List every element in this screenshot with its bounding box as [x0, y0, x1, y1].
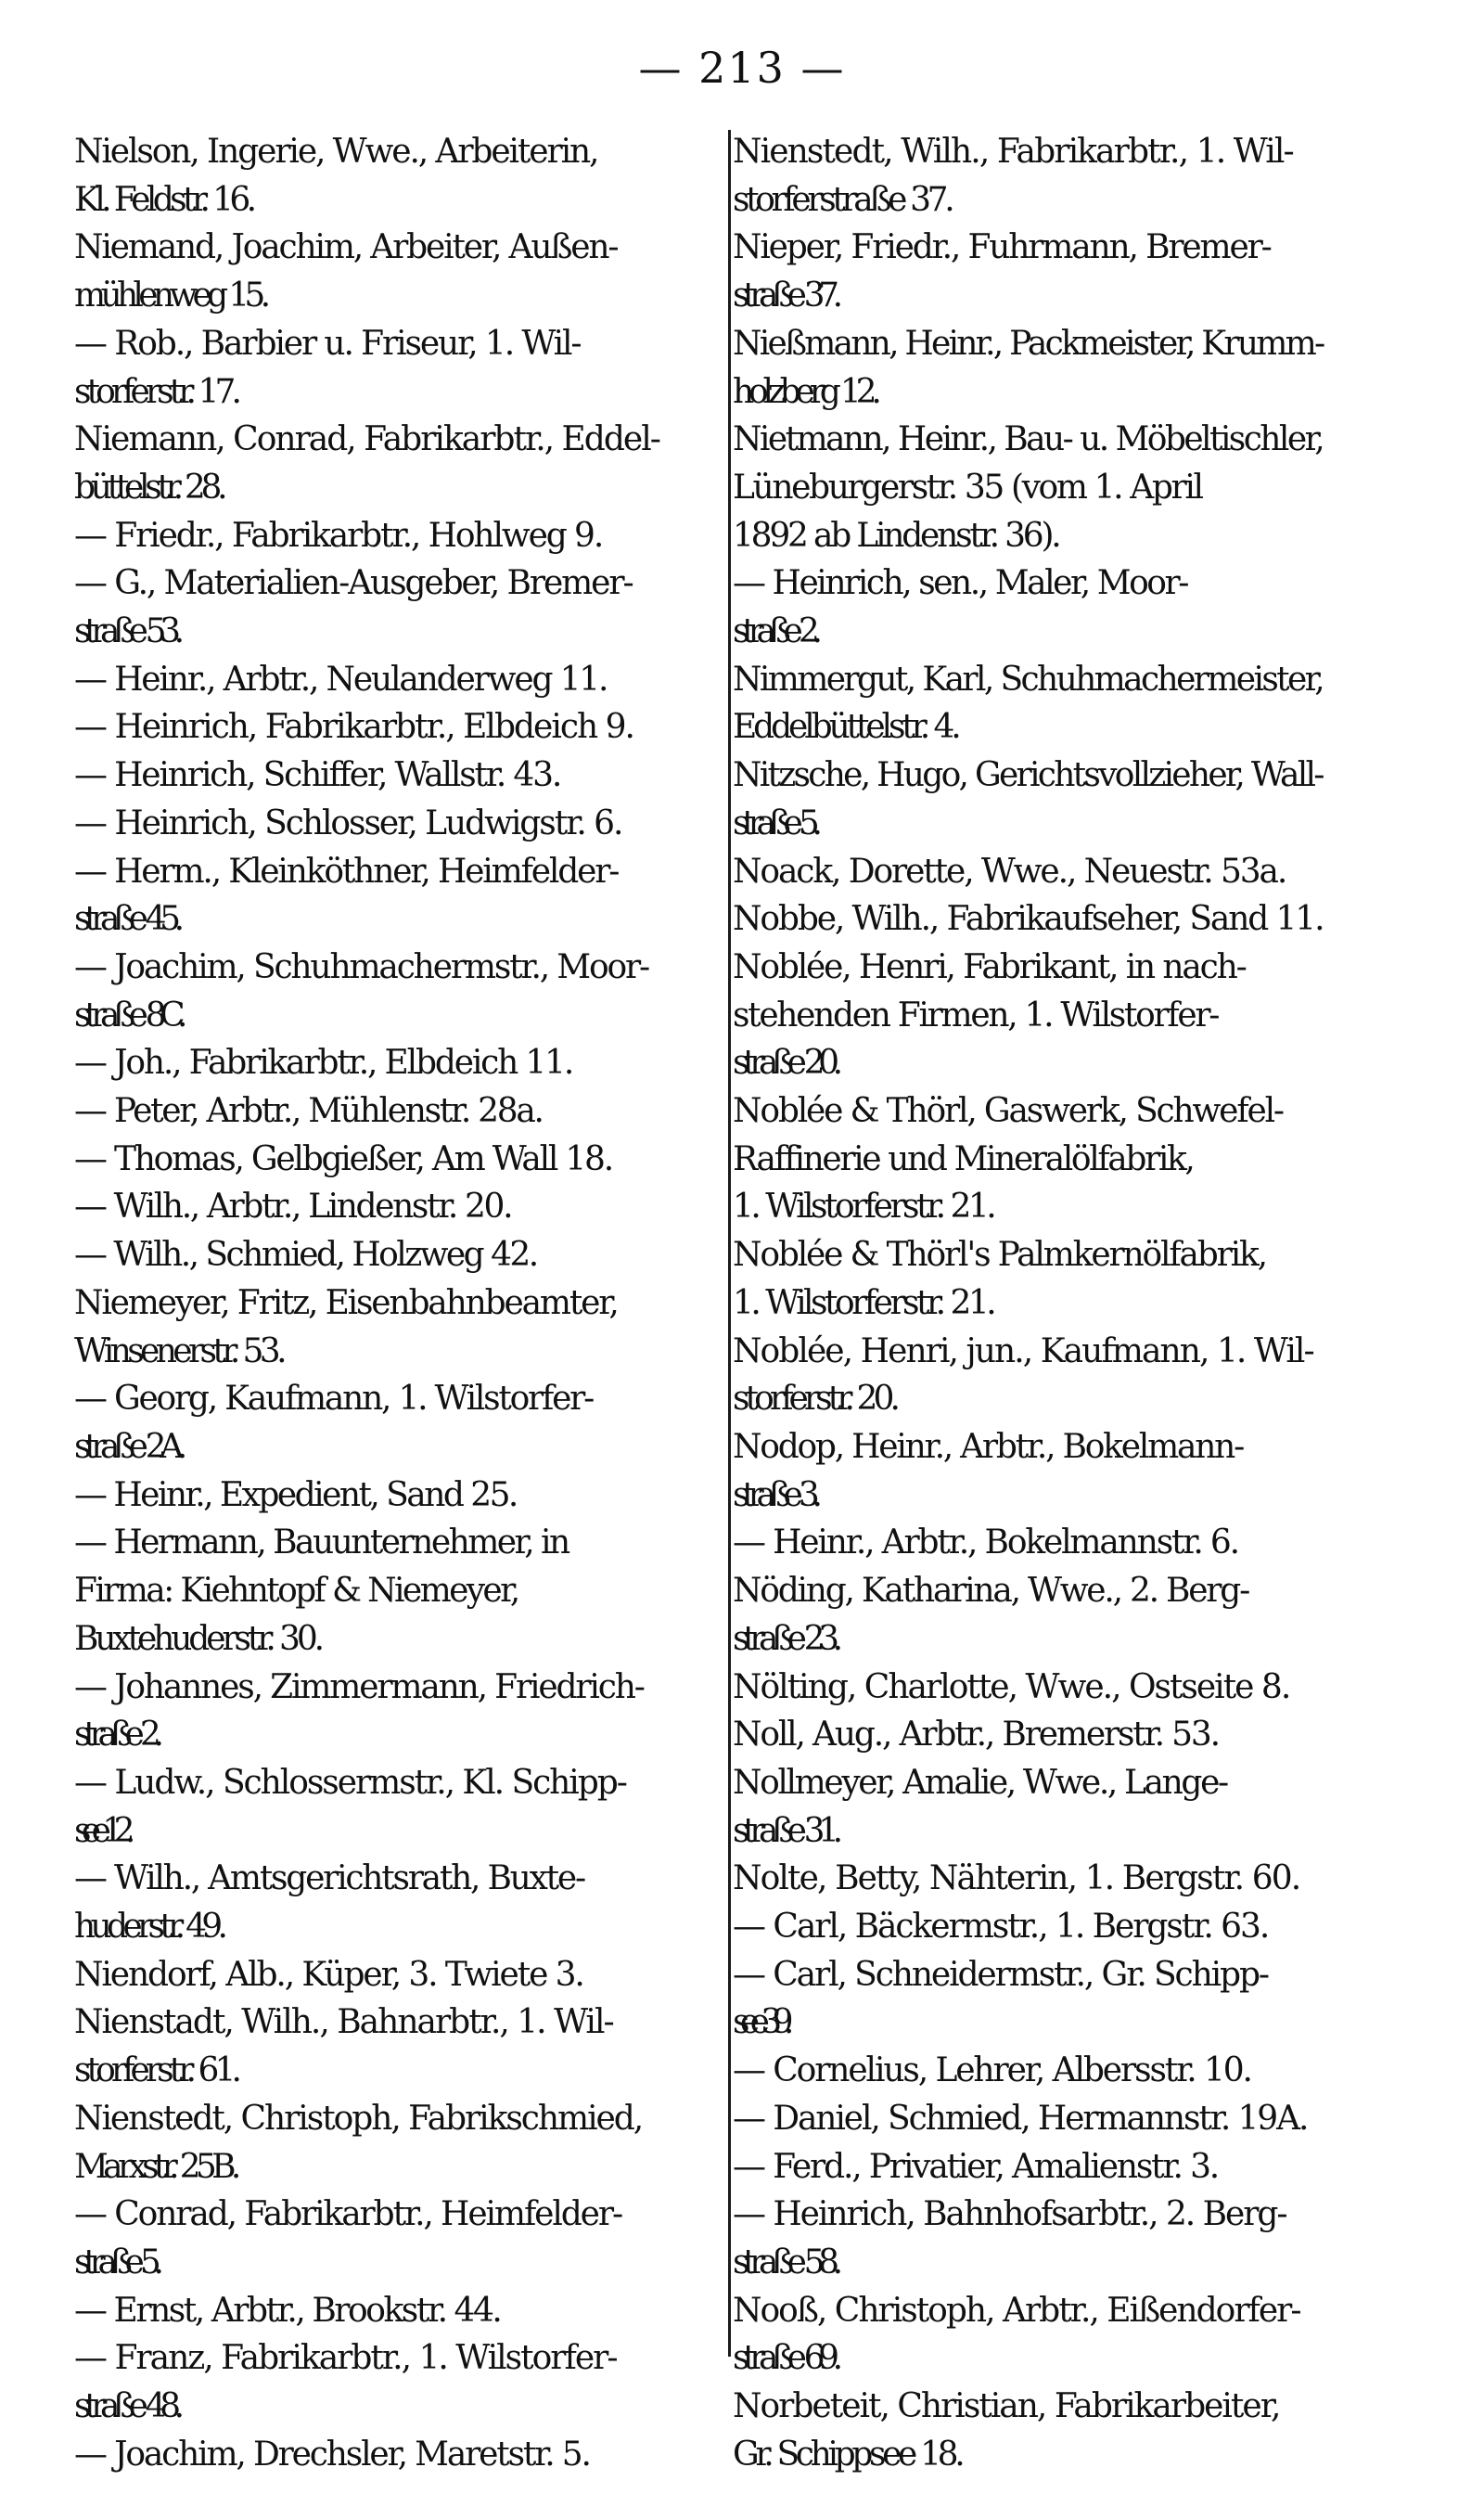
entry-line: straße 37.: [733, 276, 837, 315]
directory-entry: [733, 2287, 1391, 2383]
entry-line: Nieper, Friedr., Fuhrmann, Bremer-: [733, 228, 1271, 267]
entry-line: Nooß, Christoph, Arbtr., Eißendorfer-: [733, 2291, 1300, 2330]
entry-line: holzberg 12.: [733, 372, 876, 411]
entry-line: straße 20.: [733, 1044, 837, 1083]
entry-line: Lüneburgerstr. 35 (vom 1. April: [733, 468, 1202, 507]
entry-line: Marxstr. 25B.: [74, 2147, 237, 2186]
directory-entry: [74, 656, 742, 704]
entry-line: Nienstadt, Wilh., Bahnarbtr., 1. Wil-: [74, 2003, 613, 2042]
directory-entry: [74, 1136, 742, 1184]
entry-line: see 39.: [733, 2003, 785, 2042]
entry-line: Noblée, Henri, Fabrikant, in nach-: [733, 947, 1246, 986]
entry-line: Nöding, Katharina, Wwe., 2. Berg-: [733, 1572, 1249, 1611]
entry-line: — G., Materialien-Ausgeber, Bremer-: [74, 564, 633, 603]
entry-line: — Carl, Schneidermstr., Gr. Schipp-: [733, 1955, 1268, 1994]
directory-entry: [733, 559, 1391, 655]
entry-line: 1. Wilstorferstr. 21.: [733, 1188, 994, 1227]
directory-entry: [733, 656, 1391, 752]
directory-entry: [733, 128, 1391, 224]
directory-entry: [74, 1951, 742, 1999]
entry-line: — Rob., Barbier u. Friseur, 1. Wil-: [74, 324, 581, 363]
entry-line: straße 5.: [74, 2243, 157, 2281]
entry-line: Nitzsche, Hugo, Gerichtsvollzieher, Wall-: [733, 756, 1323, 795]
entry-line: Niemann, Conrad, Fabrikarbtr., Eddel-: [74, 420, 659, 459]
entry-line: straße 58.: [733, 2243, 837, 2281]
entry-line: — Daniel, Schmied, Hermannstr. 19A.: [733, 2099, 1308, 2138]
left-column: [74, 128, 742, 2478]
entry-line: straße 8C.: [74, 996, 182, 1035]
entry-line: — Franz, Fabrikarbtr., 1. Wilstorfer-: [74, 2339, 617, 2378]
directory-entry: [733, 848, 1391, 896]
entry-line: Noblée & Thörl's Palmkernölfabrik,: [733, 1236, 1266, 1275]
entry-line: — Conrad, Fabrikarbtr., Heimfelder-: [74, 2195, 622, 2234]
entry-line: mühlenweg 15.: [74, 276, 266, 315]
directory-entry: [74, 1039, 742, 1087]
entry-line: Nietmann, Heinr., Bau- u. Möbeltischler,: [733, 420, 1324, 459]
directory-entry: [74, 1087, 742, 1136]
directory-entry: [733, 1855, 1391, 1903]
directory-entry: [733, 416, 1391, 559]
directory-entry: [74, 752, 742, 800]
entry-line: Nienstedt, Christoph, Fabrikschmied,: [74, 2099, 643, 2138]
entry-line: Niemand, Joachim, Arbeiter, Außen-: [74, 228, 618, 267]
entry-line: — Ferd., Privatier, Amalienstr. 3.: [733, 2147, 1219, 2186]
entry-line: — Heinrich, sen., Maler, Moor-: [733, 564, 1187, 603]
entry-line: Nölting, Charlotte, Wwe., Ostseite 8.: [733, 1667, 1290, 1706]
directory-entry: [733, 1519, 1391, 1567]
entry-line: see 12.: [74, 1811, 126, 1850]
entry-line: Nobbe, Wilh., Fabrikaufseher, Sand 11.: [733, 900, 1324, 939]
entry-line: storferstraße 37.: [733, 180, 952, 219]
entry-line: straße 3.: [733, 1475, 815, 1514]
entry-line: Nollmeyer, Amalie, Wwe., Lange-: [733, 1763, 1227, 1802]
entry-line: — Johannes, Zimmermann, Friedrich-: [74, 1667, 644, 1706]
entry-line: Norbeteit, Christian, Fabrikarbeiter,: [733, 2387, 1280, 2426]
entry-line: straße 23.: [733, 1619, 837, 1658]
entry-line: — Heinrich, Schlosser, Ludwigstr. 6.: [74, 803, 622, 842]
entry-line: — Georg, Kaufmann, 1. Wilstorfer-: [74, 1380, 594, 1419]
entry-line: Nießmann, Heinr., Packmeister, Krumm-: [733, 324, 1324, 363]
entry-line: 1892 ab Lindenstr. 36).: [733, 516, 1059, 555]
entry-line: straße 2.: [733, 612, 815, 651]
entry-line: 1. Wilstorferstr. 21.: [733, 1283, 994, 1322]
entry-line: Nielson, Ingerie, Wwe., Arbeiterin,: [74, 133, 598, 171]
right-column: [733, 128, 1391, 2478]
entry-line: huderstr. 49.: [74, 1908, 224, 1947]
entry-line: Noll, Aug., Arbtr., Bremerstr. 53.: [733, 1716, 1219, 1754]
entry-line: Kl. Feldstr. 16.: [74, 180, 253, 219]
entry-line: straße 69.: [733, 2339, 837, 2378]
directory-entry: [733, 1664, 1391, 1712]
directory-entry: [733, 1903, 1391, 1951]
directory-entry: [74, 2095, 742, 2191]
directory-entry: [74, 2191, 742, 2286]
entry-line: straße 45.: [74, 900, 178, 939]
entry-line: straße 2A.: [74, 1427, 181, 1466]
directory-entry: [733, 752, 1391, 847]
entry-line: — Wilh., Arbtr., Lindenstr. 20.: [74, 1188, 512, 1227]
entry-line: Buxtehuderstr. 30.: [74, 1619, 321, 1658]
entry-line: straße 53.: [74, 612, 178, 651]
entry-line: — Joh., Fabrikarbtr., Elbdeich 11.: [74, 1044, 573, 1083]
entry-line: — Heinr., Arbtr., Bokelmannstr. 6.: [733, 1523, 1238, 1562]
entry-line: Firma: Kiehntopf & Niemeyer,: [74, 1572, 518, 1611]
directory-entry: [74, 320, 742, 416]
directory-entry: [74, 1472, 742, 1520]
directory-entry: [733, 1328, 1391, 1423]
directory-entry: [74, 2287, 742, 2335]
directory-entry: [74, 128, 742, 224]
entry-line: — Peter, Arbtr., Mühlenstr. 28a.: [74, 1092, 543, 1131]
directory-entry: [74, 1998, 742, 2094]
entry-line: — Wilh., Amtsgerichtsrath, Buxte-: [74, 1859, 584, 1898]
entry-line: — Herm., Kleinköthner, Heimfelder-: [74, 852, 619, 891]
directory-entry: [74, 1759, 742, 1855]
entry-line: Gr. Schippsee 18.: [733, 2435, 962, 2474]
entry-line: storferstr. 61.: [74, 2051, 237, 2090]
directory-entry: [733, 1231, 1391, 1327]
entry-line: Nodop, Heinr., Arbtr., Bokelmann-: [733, 1427, 1244, 1466]
directory-entry: [733, 1423, 1391, 1519]
entry-line: Noblée & Thörl, Gaswerk, Schwefel-: [733, 1092, 1283, 1131]
directory-entry: [74, 512, 742, 560]
directory-entry: [733, 1711, 1391, 1759]
directory-entry: [74, 848, 742, 944]
directory-entry: [733, 2095, 1391, 2143]
entry-line: — Heinr., Expedient, Sand 25.: [74, 1475, 517, 1514]
entry-line: straße 31.: [733, 1811, 837, 1850]
entry-line: — Joachim, Schuhmachermstr., Moor-: [74, 947, 648, 986]
directory-entry: [74, 1855, 742, 1950]
directory-entry: [74, 1375, 742, 1471]
directory-entry: [733, 2191, 1391, 2286]
directory-entry: [733, 2047, 1391, 2095]
entry-line: storferstr. 20.: [733, 1380, 896, 1419]
directory-entry: [74, 416, 742, 511]
entry-line: — Carl, Bäckermstr., 1. Bergstr. 63.: [733, 1908, 1269, 1947]
directory-entry: [74, 1183, 742, 1231]
directory-entry: [74, 800, 742, 848]
page-number: — 213 —: [638, 43, 846, 93]
entry-line: storferstr. 17.: [74, 372, 237, 411]
entry-line: Raffinerie und Mineralölfabrik,: [733, 1139, 1194, 1178]
directory-entry: [733, 2383, 1391, 2478]
entry-line: Nimmergut, Karl, Schuhmachermeister,: [733, 660, 1324, 699]
entry-line: — Heinr., Arbtr., Neulanderweg 11.: [74, 660, 608, 699]
directory-entry: [74, 1664, 742, 1759]
entry-line: Nienstedt, Wilh., Fabrikarbtr., 1. Wil-: [733, 133, 1293, 171]
entry-line: — Thomas, Gelbgießer, Am Wall 18.: [74, 1139, 612, 1178]
directory-entry: [74, 224, 742, 319]
directory-entry: [733, 895, 1391, 944]
entry-line: straße 48.: [74, 2387, 178, 2426]
directory-entry: [733, 1951, 1391, 2047]
entry-line: Noblée, Henri, jun., Kaufmann, 1. Wil-: [733, 1331, 1313, 1370]
entry-line: — Ernst, Arbtr., Brookstr. 44.: [74, 2291, 501, 2330]
entry-line: straße 2.: [74, 1716, 157, 1754]
entry-line: — Heinrich, Fabrikarbtr., Elbdeich 9.: [74, 708, 633, 747]
directory-entry: [74, 2431, 742, 2479]
entry-line: Niemeyer, Fritz, Eisenbahnbeamter,: [74, 1283, 618, 1322]
entry-line: — Joachim, Drechsler, Maretstr. 5.: [74, 2435, 590, 2474]
directory-entry: [733, 224, 1391, 319]
directory-entry: [74, 1519, 742, 1663]
entry-line: — Hermann, Bauunternehmer, in: [74, 1523, 569, 1562]
entry-line: — Heinrich, Bahnhofsarbtr., 2. Berg-: [733, 2195, 1286, 2234]
directory-entry: [74, 559, 742, 655]
directory-entry: [733, 944, 1391, 1087]
directory-entry: [74, 1231, 742, 1279]
directory-entry: [74, 944, 742, 1039]
entry-line: Winsenerstr. 53.: [74, 1331, 283, 1370]
directory-entry: [733, 1567, 1391, 1663]
entry-line: Noack, Dorette, Wwe., Neuestr. 53a.: [733, 852, 1286, 891]
entry-line: büttelstr. 28.: [74, 468, 224, 507]
entry-line: Nolte, Betty, Nähterin, 1. Bergstr. 60.: [733, 1859, 1300, 1898]
directory-entry: [74, 703, 742, 752]
entry-line: — Cornelius, Lehrer, Albersstr. 10.: [733, 2051, 1251, 2090]
directory-entry: [733, 320, 1391, 416]
directory-entry: [733, 1759, 1391, 1855]
entry-line: Eddelbüttelstr. 4.: [733, 708, 958, 747]
directory-entry: [74, 1279, 742, 1375]
entry-line: — Heinrich, Schiffer, Wallstr. 43.: [74, 756, 561, 795]
entry-line: stehenden Firmen, 1. Wilstorfer-: [733, 996, 1219, 1035]
directory-entry: [74, 2334, 742, 2430]
entry-line: — Friedr., Fabrikarbtr., Hohlweg 9.: [74, 516, 603, 555]
entry-line: — Wilh., Schmied, Holzweg 42.: [74, 1236, 537, 1275]
entry-line: Niendorf, Alb., Küper, 3. Twiete 3.: [74, 1955, 583, 1994]
directory-entry: [733, 1087, 1391, 1231]
directory-entry: [733, 2143, 1391, 2191]
entry-line: straße 5.: [733, 803, 815, 842]
entry-line: — Ludw., Schlossermstr., Kl. Schipp-: [74, 1763, 626, 1802]
